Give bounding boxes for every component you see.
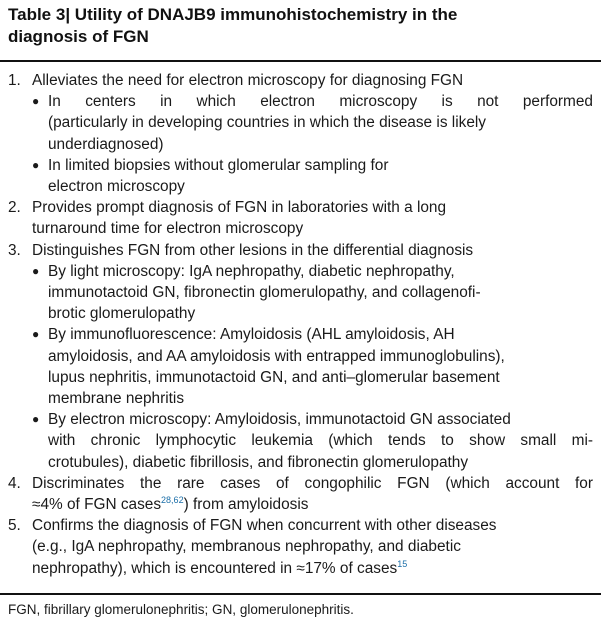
- table-title-line-1: Table 3| Utility of DNAJB9 immunohistochemistry in the: [8, 5, 458, 24]
- sub-item: [8, 91, 593, 155]
- sub-item: [8, 324, 593, 409]
- sub-item-text: amyloidosis, and AA amyloidosis with entrapped immunoglobulins),: [48, 347, 505, 365]
- sub-item: [8, 155, 593, 197]
- list-item-1: [8, 70, 593, 91]
- bullet-icon: ●: [32, 412, 40, 427]
- item-text-with-citation: [32, 494, 593, 515]
- sub-item-text: By immunofluorescence: Amyloidosis (AHL amyloidosis, AH: [48, 326, 455, 344]
- citation-link[interactable]: 28,62: [161, 495, 184, 506]
- bullet-icon: ●: [32, 327, 40, 342]
- sub-item-text: with chronic lymphocytic leukemia (which tends to show small mi-: [48, 432, 593, 450]
- sub-item-text: By light microscopy: IgA nephropathy, diabetic nephropathy,: [48, 262, 455, 280]
- sub-item-text: By electron microscopy: Amyloidosis, immunotactoid GN associated: [48, 411, 511, 429]
- item-text: ) from amyloidosis: [183, 496, 309, 514]
- sub-item-text: (particularly in developing countries in which the disease is likely: [48, 114, 486, 132]
- item-text: Discriminates the rare cases of congophilic FGN (which account for: [32, 474, 593, 492]
- item-number: 4.: [8, 474, 21, 492]
- sub-item-text: In limited biopsies without glomerular sampling for: [48, 156, 389, 174]
- sub-item-text: membrane nephritis: [48, 390, 185, 408]
- item-text: Distinguishes FGN from other lesions in the differential diagnosis: [32, 241, 474, 259]
- table-body: [8, 70, 593, 579]
- table-title-line-2: diagnosis of FGN: [8, 27, 149, 46]
- item-number: 2.: [8, 199, 21, 217]
- sub-item-text: lupus nephritis, immunotactoid GN, and anti–glomerular basement: [48, 368, 500, 386]
- item-number: 5.: [8, 517, 21, 535]
- table-title: [8, 4, 593, 48]
- item-text: ≈4% of FGN cases: [32, 496, 162, 514]
- sub-item-text: In centers in which electron microscopy is not performed: [48, 93, 593, 111]
- list-item-2: [8, 197, 593, 239]
- sub-item: [8, 261, 593, 325]
- sub-item-text: electron microscopy: [48, 178, 185, 196]
- bullet-icon: ●: [32, 157, 40, 172]
- item-text: Confirms the diagnosis of FGN when concurrent with other diseases: [32, 517, 497, 535]
- bullet-icon: ●: [32, 94, 40, 109]
- list-item-4: [8, 473, 593, 515]
- sub-item-text: crotubules), diabetic fibrillosis, and fibronectin glomerulopathy: [48, 453, 469, 471]
- item-text: nephropathy), which is encountered in ≈17% of cases: [32, 559, 398, 577]
- citation-link[interactable]: 15: [397, 558, 408, 569]
- item-text-with-citation: [32, 558, 593, 579]
- item-text: Alleviates the need for electron microscopy for diagnosing FGN: [32, 72, 464, 89]
- list-item-3: [8, 240, 593, 261]
- item-number: 3.: [8, 241, 21, 259]
- item-text: turnaround time for electron microscopy: [32, 220, 304, 238]
- top-rule: [0, 60, 601, 62]
- bottom-rule: [0, 593, 601, 595]
- sub-item-text: underdiagnosed): [48, 135, 164, 153]
- sub-item: [8, 409, 593, 473]
- table-footnote: FGN, fibrillary glomerulonephritis; GN, glomerulonephritis.: [8, 602, 354, 617]
- item-text: Provides prompt diagnosis of FGN in laboratories with a long: [32, 199, 447, 217]
- bullet-icon: ●: [32, 263, 40, 278]
- sub-item-text: immunotactoid GN, fibronectin glomerulopathy, and collagenofi-: [48, 284, 481, 302]
- item-text: (e.g., IgA nephropathy, membranous nephropathy, and diabetic: [32, 538, 461, 556]
- item-number: 1.: [8, 72, 21, 89]
- sub-item-text: brotic glomerulopathy: [48, 305, 196, 323]
- list-item-5: [8, 515, 593, 579]
